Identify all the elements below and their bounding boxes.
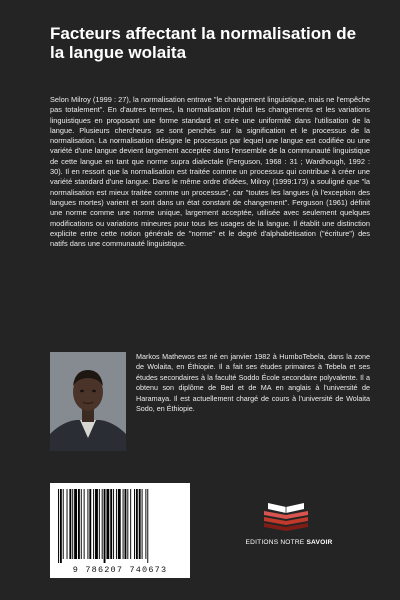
author-photo: [50, 352, 126, 451]
publisher-prefix: EDITIONS: [245, 539, 281, 546]
publisher-notre: NOTRE: [280, 539, 307, 546]
isbn-number: 9 786207 740673: [72, 565, 168, 575]
book-title: Facteurs affectant la normalisation de la langue wolaita: [50, 24, 357, 62]
isbn-barcode: [50, 483, 190, 578]
publisher-logo-icon: [256, 497, 316, 531]
summary-text: Selon Milroy (1999 : 27), la normalisation entrave "le changement linguistique, mais ne l'empêche pas totalement". En d'autres termes, la normalisation réduit les changements et les variations linguistiques en proposant une forme standard et crée une uniformité dans l'utilisation de la langue. Plusieurs chercheurs se sont penchés sur la signification et le processus de la normalisation. La normalisation désigne le processus par lequel une langue est codifiée ou une variété d'une langue devient largement acceptée dans l'ensemble de la communauté linguistique de cette langue en tant que norme supra dialectale (Ferguson, 1968 : 31 ; Wardhough, 1992 : 30). Il en ressort que la normalisation est traitée comme un processus qui contribue à créer une variété standard d'une langue. Dans le même ordre d'idées, Milroy (1999:173) a souligné que "la normalisation est mieux traitée comme un processus", car "toutes les langues (à l'exception des langues mortes) varient et sont dans un état constant de changement". Ferguson (1961) définit une norme comme une norme unique, largement acceptée, utilisée avec seulement quelques modifications ou variations mineures pour tous les usages de la langue. Il établit une distinction explicite entre cette notion générale de "norme" et le degré d'alphabétisation ("écriture") des natifs dans une communauté linguistique.: [50, 95, 370, 249]
publisher-name: [234, 539, 344, 546]
publisher-savoir: SAVOIR: [306, 539, 333, 546]
barcode-bars-icon: [56, 489, 184, 563]
author-bio: Markos Mathewos est né en janvier 1982 à HumboTebela, dans la zone de Wolaita, en Éthiopie. Il a fait ses études primaires à Tebela et ses études secondaires à la faculté Soddo École secondaire polyvalente. Il a obtenu son diplôme de Bed et de MA en anglais à l'université de Haramaya. Il est actuellement chargé de cours à l'université de Wolaita Sodo, en Éthiopie.: [136, 352, 370, 414]
author-portrait-image: [50, 352, 126, 451]
